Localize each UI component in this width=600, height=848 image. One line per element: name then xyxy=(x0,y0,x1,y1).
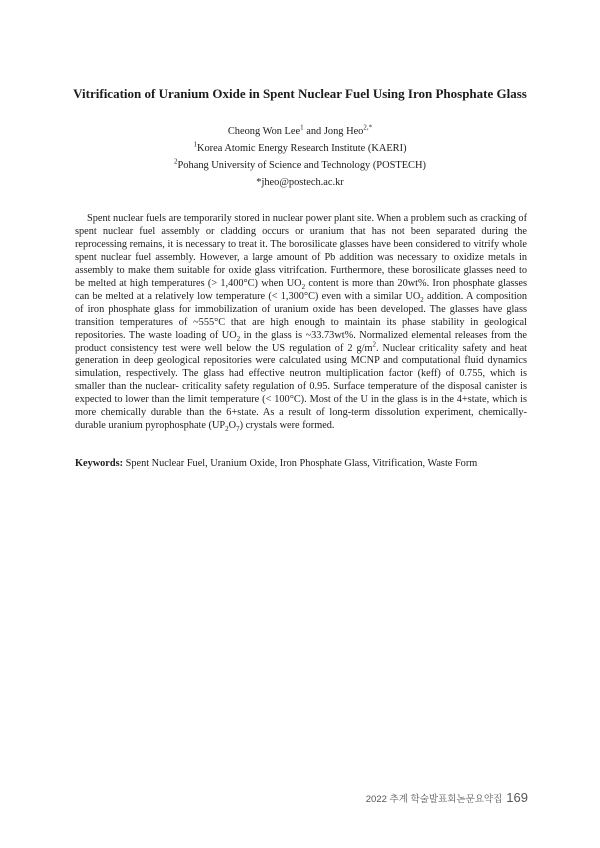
abstract-text: addition. A composition of iron phosphate glass for immobilization of uranium oxide has been developed. The glasses have glass transition temperatures of ~555°C that are high enough to maintain its phase stability in geological repositories. The waste loading of UO xyxy=(75,290,527,341)
affiliation-name: Pohang University of Science and Technology (POSTECH) xyxy=(177,160,426,171)
abstract-text: . Nuclear criticality safety and heat generation in deep geological repositories were calculated using MCNP and computational fluid dynamics simulation, respectively. The glass had effective neutron multiplication factor (keff) of 0.755, which is smaller than the nuclear- criticality safety regulation of 0.95. Surface temperature of the disposal canister is expected to lower than the limit temperature (< 100°C). Most of the U in the glass is in the 4+state, which is more chemically durable than the 6+state. As a result of long-term dissolution experiment, chemically-durable uranium pyrophosphate (UP xyxy=(75,342,527,432)
author-line xyxy=(60,125,540,138)
abstract-text: in the glass is ~33.73wt%. Normalized elemental releases from the product consistency test were well below the US regulation of 2 g/m xyxy=(75,329,527,354)
paper-title: Vitrification of Uranium Oxide in Spent Nuclear Fuel Using Iron Phosphate Glass xyxy=(73,86,527,101)
abstract-text: Spent nuclear fuels are temporarily stored in nuclear power plant site. When a problem such as cracking of spent nuclear fuel assembly or cladding occurs or uranium that has not been separated during the reprocessing remains, it is necessary to treat it. The borosilicate glasses have been considered to vitrify whole spent nuclear fuel assembly. However, a large amount of Pb addition was necessary to oxidize metals in assembly to make them suitable for oxide glass vitrifcation. Furthermore, these borosilicate glasses need to be melted at high temperatures (> 1,400°C) when UO xyxy=(75,213,527,289)
page-number: 169 xyxy=(506,790,528,805)
affiliation-superscript: 2 xyxy=(174,157,178,166)
page-footer xyxy=(366,789,528,807)
affiliation-kaeri xyxy=(60,142,540,155)
corresponding-email: *jheo@postech.ac.kr xyxy=(256,177,344,188)
keywords-line xyxy=(75,457,535,470)
abstract-text: ) crystals were formed. xyxy=(239,420,335,432)
subscript: 2 xyxy=(236,334,241,343)
author-superscript: 2,* xyxy=(363,123,373,132)
subscript: 2 xyxy=(225,425,229,434)
affiliation-name: Korea Atomic Energy Research Institute (KAERI) xyxy=(196,143,407,154)
abstract-paragraph xyxy=(75,213,527,433)
keywords-label: Keywords: xyxy=(75,458,124,469)
author-name: Cheong Won Lee xyxy=(227,126,301,137)
author-superscript: 1 xyxy=(300,123,304,132)
subscript: 7 xyxy=(236,425,240,434)
affiliation-postech xyxy=(60,159,540,172)
abstract-text: content is more than 20wt%. Iron phosphate glasses can be melted at a relatively low temperature (< 1,300°C) even with a similar UO xyxy=(75,277,527,302)
proceedings-name: 2022 추계 학술발표회논문요약집 xyxy=(365,794,503,805)
keywords-text: Spent Nuclear Fuel, Uranium Oxide, Iron Phosphate Glass, Vitrification, Waste Form xyxy=(125,458,478,469)
subscript: 2 xyxy=(301,282,306,291)
affiliation-superscript: 1 xyxy=(193,140,197,149)
abstract-text: O xyxy=(228,420,237,432)
author-conjunction: and xyxy=(303,126,324,137)
superscript: 2 xyxy=(372,340,376,349)
subscript: 2 xyxy=(420,295,424,304)
author-name: Jong Heo xyxy=(323,126,364,137)
